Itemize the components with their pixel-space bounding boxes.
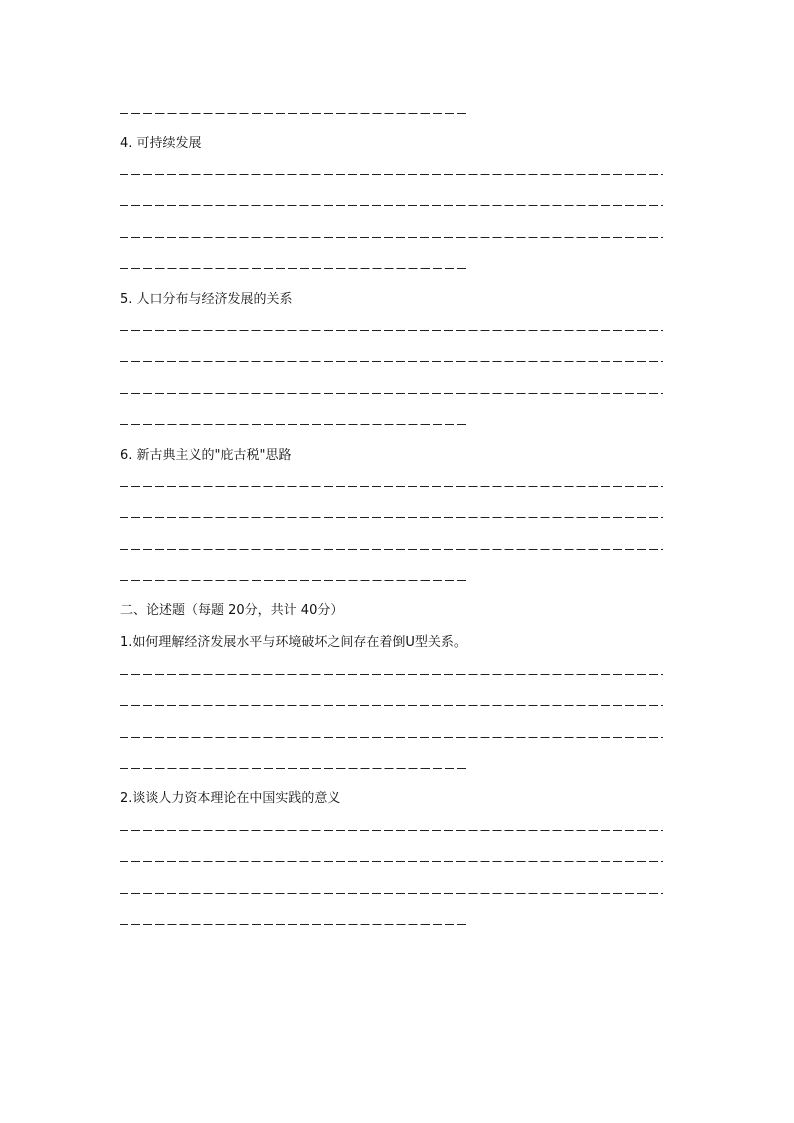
- answer-line: [120, 674, 663, 675]
- answer-line: [120, 486, 663, 487]
- essay-1-label: 1.如何理解经济发展水平与环境破坏之间存在着倒U型关系。: [120, 635, 467, 650]
- answer-line: [120, 237, 663, 238]
- answer-line: [120, 893, 663, 894]
- answer-line: [120, 174, 663, 175]
- answer-line: [120, 205, 663, 206]
- answer-line: [120, 268, 468, 269]
- section-2-heading: 二、论述题（每题 20分，共计 40分）: [120, 603, 344, 618]
- question-5-label: 5. 人口分布与经济发展的关系: [120, 292, 293, 307]
- answer-line: [120, 393, 663, 394]
- answer-line: [120, 361, 663, 362]
- answer-line: [120, 517, 663, 518]
- answer-line: [120, 924, 468, 925]
- answer-line: [120, 861, 663, 862]
- question-4-label: 4. 可持续发展: [120, 136, 202, 151]
- answer-line: [120, 549, 663, 550]
- answer-line: [120, 830, 663, 831]
- answer-line: [120, 424, 468, 425]
- answer-line: [120, 705, 663, 706]
- answer-line: [120, 768, 468, 769]
- question-6-label: 6. 新古典主义的"庇古税"思路: [120, 448, 292, 463]
- answer-line: [120, 737, 663, 738]
- essay-2-label: 2.谈谈人力资本理论在中国实践的意义: [120, 791, 341, 806]
- answer-line: [120, 113, 468, 114]
- answer-line: [120, 330, 663, 331]
- answer-line: [120, 580, 468, 581]
